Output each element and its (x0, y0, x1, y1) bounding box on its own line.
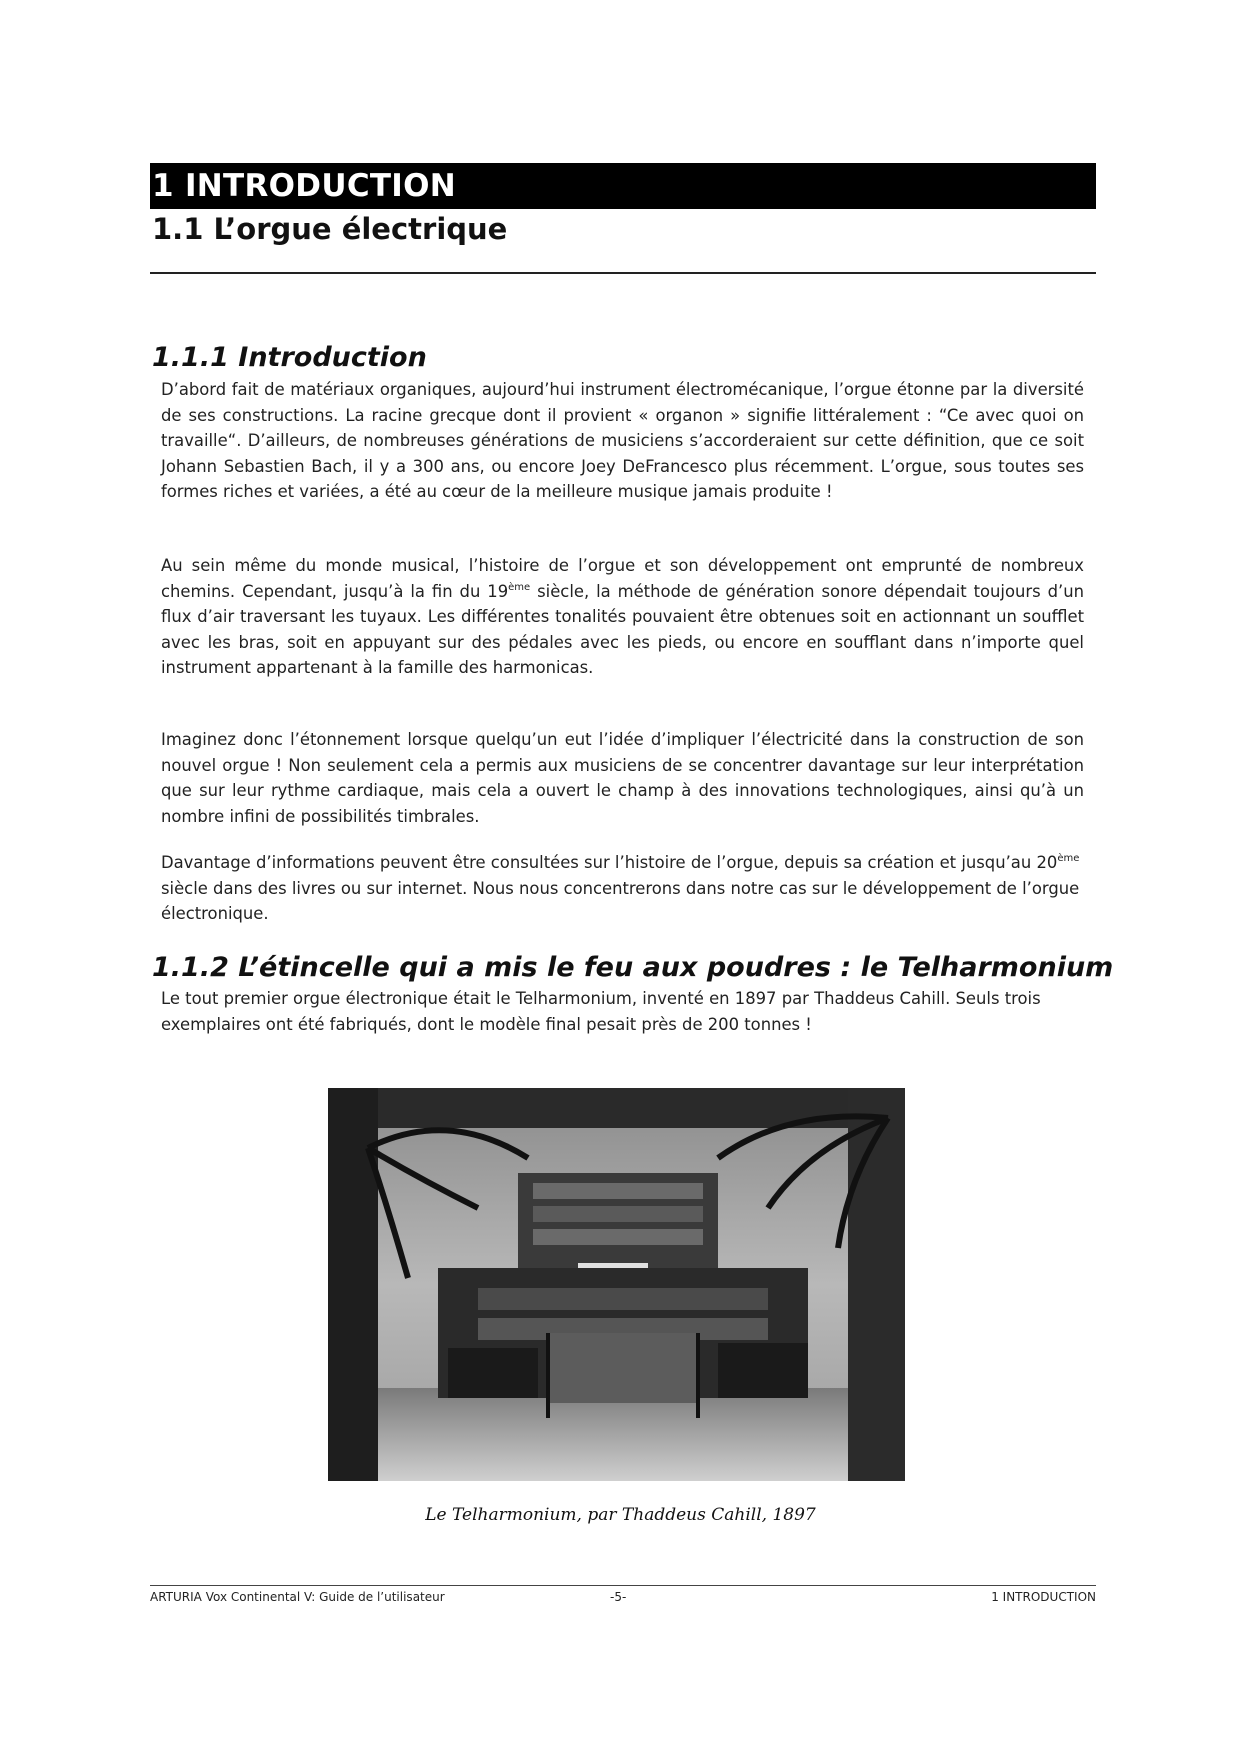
subsection-title-telharmonium: 1.1.2 L’étincelle qui a mis le feu aux poudres : le Telharmonium (152, 952, 1114, 983)
footer-left: ARTURIA Vox Continental V: Guide de l’utilisateur (150, 1590, 445, 1604)
telharmonium-photo-icon (328, 1088, 905, 1481)
paragraph-4-text-a: Davantage d’informations peuvent être consultées sur l’histoire de l’orgue, depuis sa création et jusqu’au 20 (161, 853, 1058, 872)
paragraph-3: Imaginez donc l’étonnement lorsque quelqu’un eut l’idée d’impliquer l’électricité dans la construction de son nouvel orgue ! Non seulement cela a permis aux musiciens de se concentrer davantage sur leur interprétation que sur leur rythme cardiaque, mais cela a ouvert le champ à des innovations technologiques, ainsi qu’à un nombre infini de possibilités timbrales. (161, 730, 1084, 826)
paragraph-4-superscript: ème (1057, 853, 1080, 864)
footer-divider (150, 1585, 1096, 1586)
section-divider (150, 272, 1096, 274)
paragraph-2 (161, 553, 1084, 681)
paragraph-1: D’abord fait de matériaux organiques, aujourd’hui instrument électromécanique, l’orgue étonne par la diversité de ses constructions. La racine grecque dont il provient « organon » signifie littéralement : “Ce avec quoi on travaille“. D’ailleurs, de nombreuses générations de musiciens s’accorderaient sur cette définition, que ce soit Johann Sebastien Bach, il y a 300 ans, ou encore Joey DeFrancesco plus récemment. L’orgue, sous toutes ses formes riches et variées, a été au cœur de la meilleure musique jamais produite ! (161, 380, 1084, 501)
paragraph-2-text-b: siècle, la méthode de génération sonore dépendait toujours d’un flux d’air traversant les tuyaux. Les différentes tonalités pouvaient être obtenues soit en actionnant un soufflet avec les bras, soit en appuyant sur des pédales avec les pieds, ou encore en soufflant dans n’importe quel instrument appartenant à la famille des harmonicas. (161, 581, 1084, 677)
paragraph-4 (161, 850, 1084, 927)
paragraph-2-text-a: Au sein même du monde musical, l’histoire de l’orgue et son développement ont emprunté de nombreux chemins. Cependant, jusqu’à la fin du 19 (161, 556, 1084, 601)
paragraph-4-text-b: siècle dans des livres ou sur internet. Nous nous concentrerons dans notre cas sur le développement de l’orgue électronique. (161, 878, 1080, 923)
chapter-title: 1 INTRODUCTION (150, 163, 1096, 209)
page-number: -5- (610, 1590, 627, 1604)
paragraph-5: Le tout premier orgue électronique était le Telharmonium, inventé en 1897 par Thaddeus Cahill. Seuls trois exemplaires ont été fabriqués, dont le modèle final pesait près de 200 tonnes ! (161, 989, 1041, 1034)
subsection-title-introduction: 1.1.1 Introduction (152, 342, 427, 373)
footer-right: 1 INTRODUCTION (991, 1590, 1096, 1604)
section-title: 1.1 L’orgue électrique (152, 212, 508, 246)
paragraph-2-superscript: ème (508, 581, 531, 593)
figure-caption: Le Telharmonium, par Thaddeus Cahill, 1897 (425, 1505, 816, 1525)
